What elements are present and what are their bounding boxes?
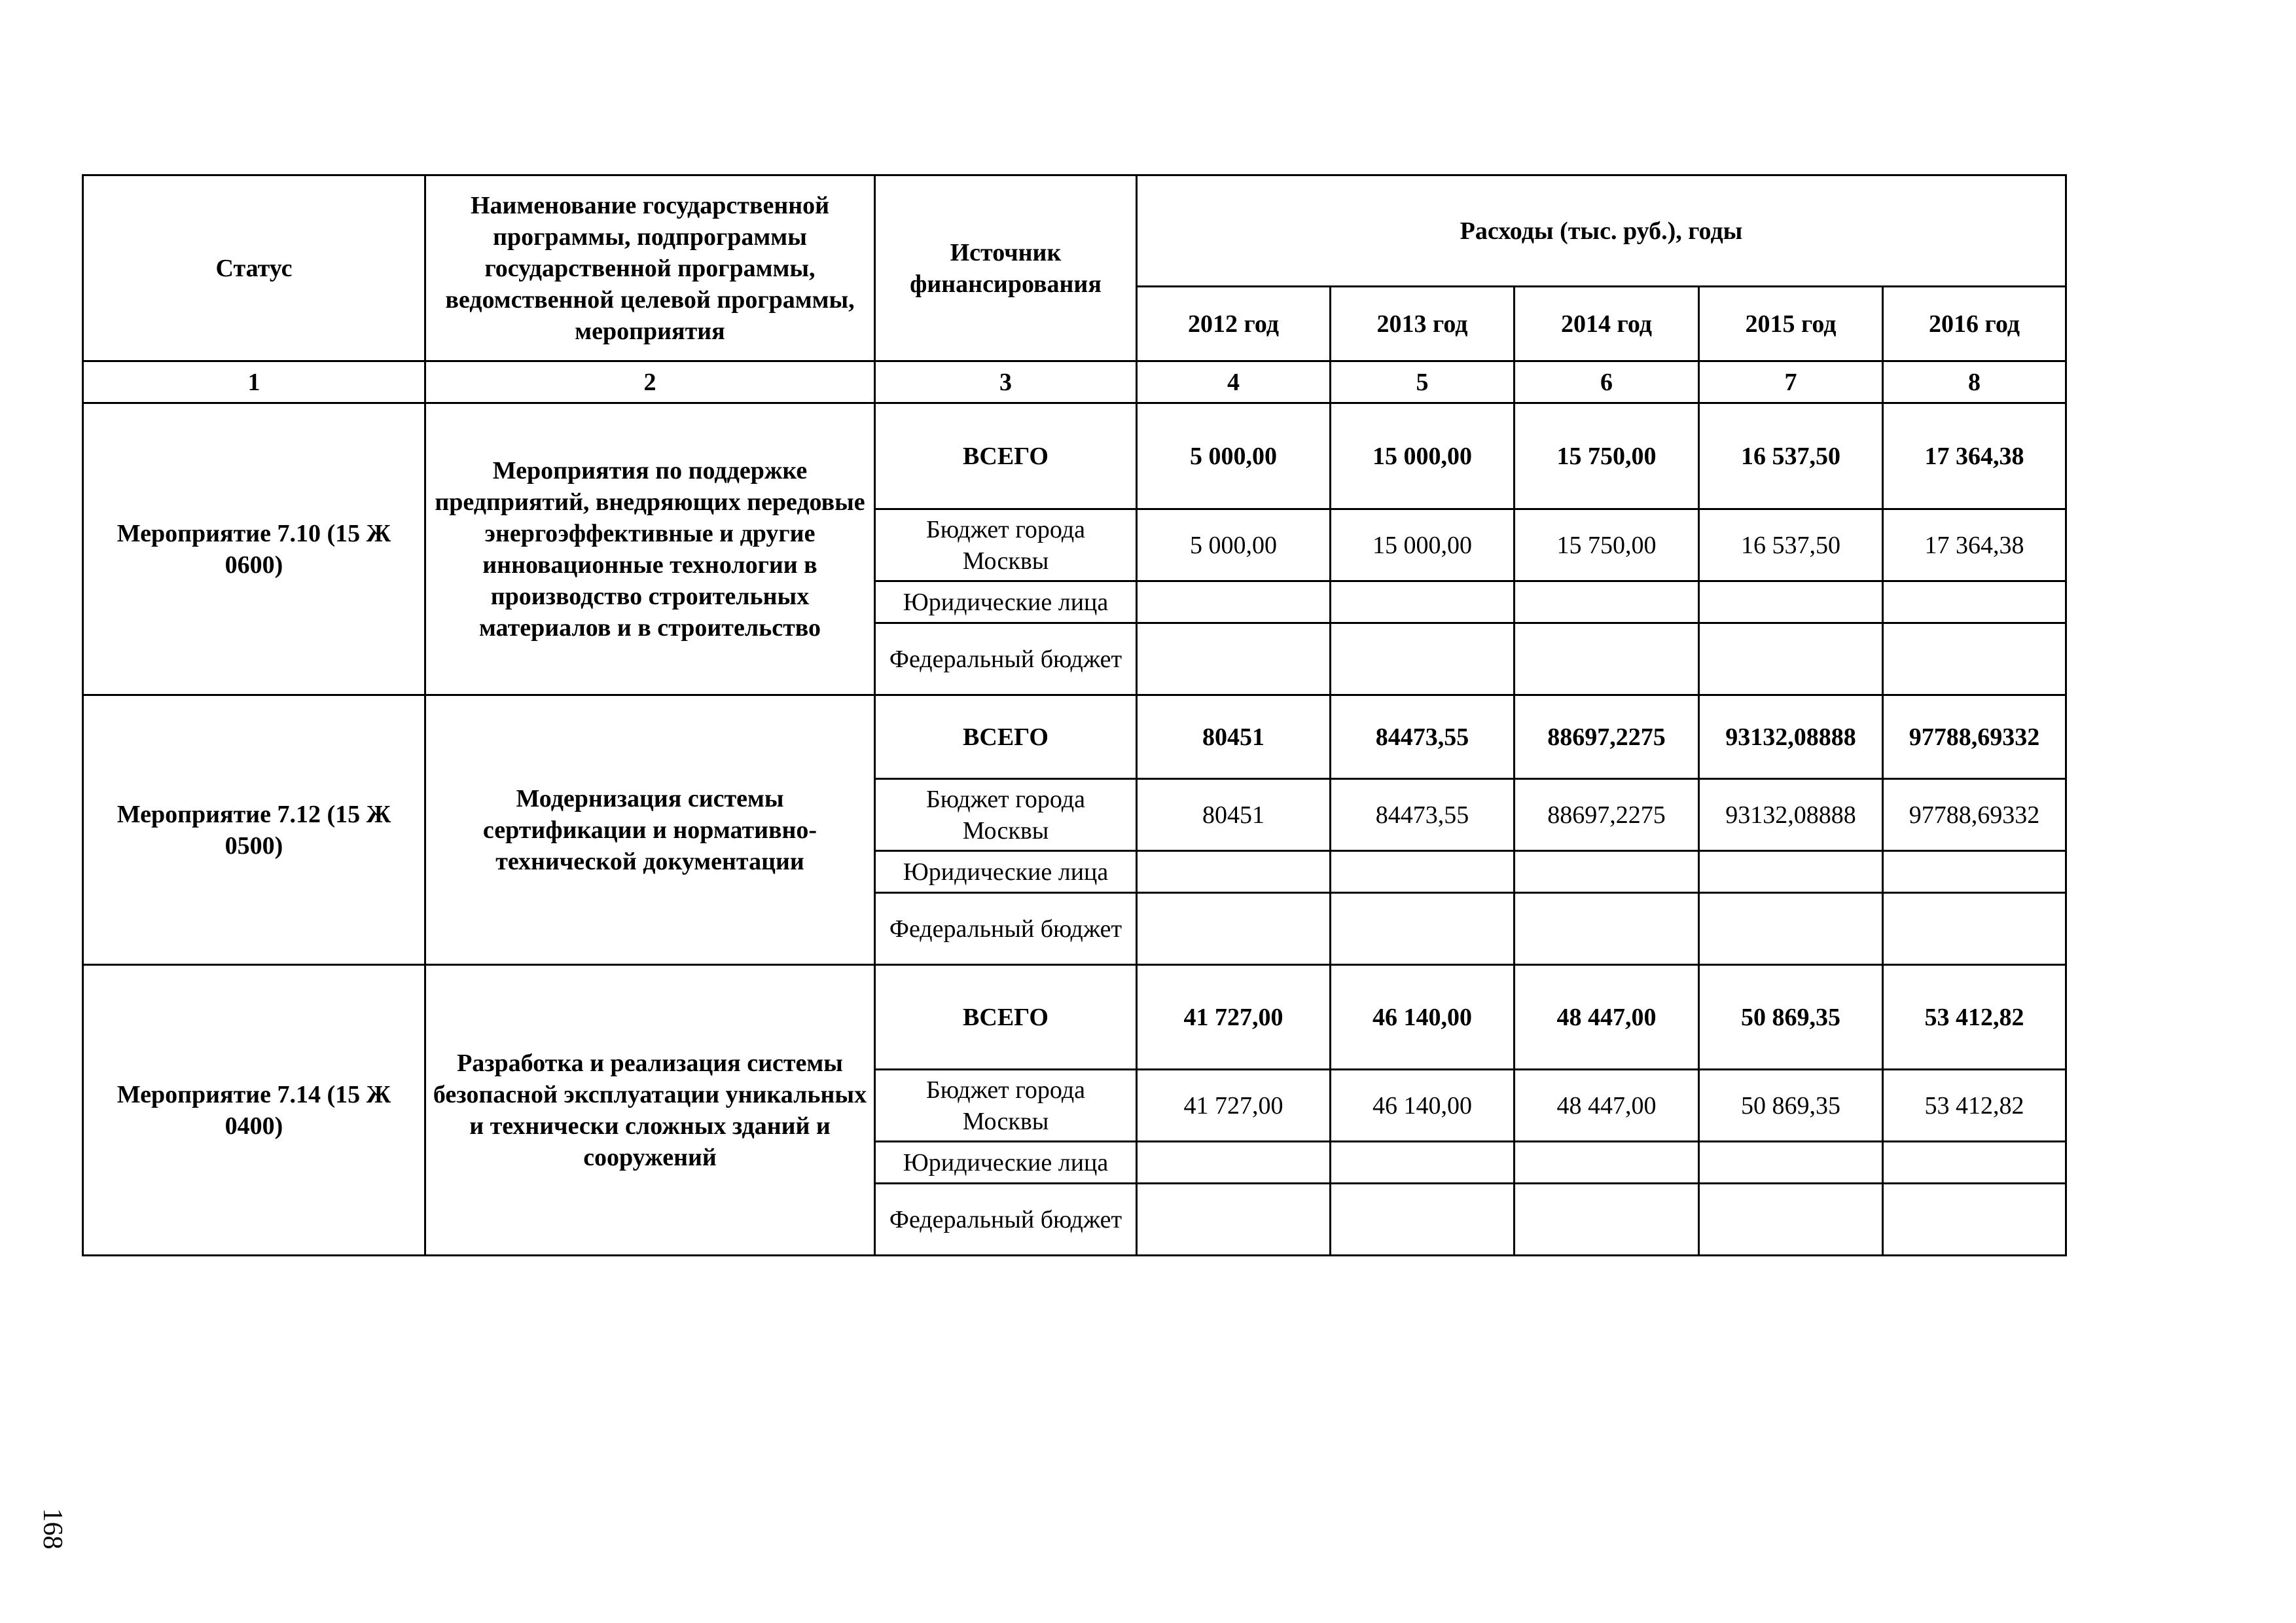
- value-cell: 16 537,50: [1699, 403, 1883, 509]
- table-row: [83, 965, 2066, 1070]
- value-cell: [1137, 581, 1331, 623]
- value-cell: 50 869,35: [1699, 965, 1883, 1070]
- column-number: 7: [1699, 361, 1883, 403]
- value-cell: [1137, 851, 1331, 893]
- value-cell: [1515, 1184, 1699, 1256]
- table-row: [83, 695, 2066, 779]
- budget-table: [82, 174, 2067, 1256]
- value-cell: [1699, 1184, 1883, 1256]
- value-cell: [1515, 623, 1699, 695]
- value-cell: [1883, 1184, 2066, 1256]
- value-cell: [1699, 893, 1883, 965]
- value-cell: [1515, 851, 1699, 893]
- value-cell: 15 750,00: [1515, 403, 1699, 509]
- value-cell: [1699, 623, 1883, 695]
- value-cell: 41 727,00: [1137, 965, 1331, 1070]
- value-cell: 48 447,00: [1515, 1070, 1699, 1142]
- value-cell: 93132,08888: [1699, 695, 1883, 779]
- row-name: Мероприятия по поддержке предприятий, внедряющих передовые энергоэффективные и другие инновационные технологии в производство строительных материалов и в строительство: [425, 403, 875, 695]
- column-number: 1: [83, 361, 425, 403]
- value-cell: 15 750,00: [1515, 509, 1699, 581]
- value-cell: [1331, 581, 1515, 623]
- value-cell: [1331, 623, 1515, 695]
- header-name: Наименование государственной программы, подпрограммы государственной программы, ведомственной целевой программы, мероприятия: [425, 175, 875, 361]
- source-federal: Федеральный бюджет: [875, 1184, 1137, 1256]
- value-cell: [1331, 1142, 1515, 1184]
- value-cell: [1883, 1142, 2066, 1184]
- value-cell: 53 412,82: [1883, 965, 2066, 1070]
- header-year: 2016 год: [1883, 287, 2066, 361]
- column-number: 6: [1515, 361, 1699, 403]
- value-cell: 97788,69332: [1883, 695, 2066, 779]
- value-cell: 50 869,35: [1699, 1070, 1883, 1142]
- value-cell: [1699, 851, 1883, 893]
- row-status: Мероприятие 7.10 (15 Ж 0600): [83, 403, 425, 695]
- value-cell: 16 537,50: [1699, 509, 1883, 581]
- header-status: Статус: [83, 175, 425, 361]
- value-cell: 88697,2275: [1515, 695, 1699, 779]
- value-cell: 17 364,38: [1883, 403, 2066, 509]
- value-cell: [1699, 1142, 1883, 1184]
- source-legal: Юридические лица: [875, 581, 1137, 623]
- column-number: 5: [1331, 361, 1515, 403]
- value-cell: [1515, 893, 1699, 965]
- column-number-row: [83, 361, 2066, 403]
- source-moscow: Бюджет города Москвы: [875, 1070, 1137, 1142]
- value-cell: [1137, 623, 1331, 695]
- header-year: 2013 год: [1331, 287, 1515, 361]
- value-cell: [1883, 851, 2066, 893]
- value-cell: 93132,08888: [1699, 779, 1883, 851]
- value-cell: [1137, 1184, 1331, 1256]
- table-row: [83, 403, 2066, 509]
- value-cell: 5 000,00: [1137, 403, 1331, 509]
- source-legal: Юридические лица: [875, 851, 1137, 893]
- row-status: Мероприятие 7.12 (15 Ж 0500): [83, 695, 425, 965]
- source-federal: Федеральный бюджет: [875, 623, 1137, 695]
- value-cell: [1331, 851, 1515, 893]
- source-total: ВСЕГО: [875, 965, 1137, 1070]
- value-cell: 17 364,38: [1883, 509, 2066, 581]
- value-cell: 46 140,00: [1331, 965, 1515, 1070]
- value-cell: 84473,55: [1331, 779, 1515, 851]
- header-expenses: Расходы (тыс. руб.), годы: [1137, 175, 2066, 287]
- source-federal: Федеральный бюджет: [875, 893, 1137, 965]
- header-source: Источник финансирования: [875, 175, 1137, 361]
- source-moscow: Бюджет города Москвы: [875, 779, 1137, 851]
- value-cell: [1883, 893, 2066, 965]
- column-number: 8: [1883, 361, 2066, 403]
- value-cell: 88697,2275: [1515, 779, 1699, 851]
- value-cell: [1883, 623, 2066, 695]
- page-number: 168: [37, 1508, 67, 1550]
- source-total: ВСЕГО: [875, 403, 1137, 509]
- value-cell: 15 000,00: [1331, 403, 1515, 509]
- value-cell: 5 000,00: [1137, 509, 1331, 581]
- source-moscow: Бюджет города Москвы: [875, 509, 1137, 581]
- value-cell: 53 412,82: [1883, 1070, 2066, 1142]
- source-legal: Юридические лица: [875, 1142, 1137, 1184]
- column-number: 2: [425, 361, 875, 403]
- value-cell: [1515, 581, 1699, 623]
- value-cell: [1331, 1184, 1515, 1256]
- value-cell: 41 727,00: [1137, 1070, 1331, 1142]
- row-status: Мероприятие 7.14 (15 Ж 0400): [83, 965, 425, 1256]
- source-total: ВСЕГО: [875, 695, 1137, 779]
- value-cell: 46 140,00: [1331, 1070, 1515, 1142]
- column-number: 4: [1137, 361, 1331, 403]
- value-cell: [1515, 1142, 1699, 1184]
- value-cell: 48 447,00: [1515, 965, 1699, 1070]
- header-year: 2015 год: [1699, 287, 1883, 361]
- column-number: 3: [875, 361, 1137, 403]
- value-cell: 15 000,00: [1331, 509, 1515, 581]
- header-year: 2014 год: [1515, 287, 1699, 361]
- value-cell: [1137, 1142, 1331, 1184]
- header-year: 2012 год: [1137, 287, 1331, 361]
- value-cell: 80451: [1137, 779, 1331, 851]
- value-cell: [1137, 893, 1331, 965]
- value-cell: 84473,55: [1331, 695, 1515, 779]
- value-cell: 97788,69332: [1883, 779, 2066, 851]
- row-name: Разработка и реализация системы безопасной эксплуатации уникальных и технически сложных зданий и сооружений: [425, 965, 875, 1256]
- value-cell: 80451: [1137, 695, 1331, 779]
- value-cell: [1331, 893, 1515, 965]
- value-cell: [1883, 581, 2066, 623]
- row-name: Модернизация системы сертификации и нормативно-технической документации: [425, 695, 875, 965]
- value-cell: [1699, 581, 1883, 623]
